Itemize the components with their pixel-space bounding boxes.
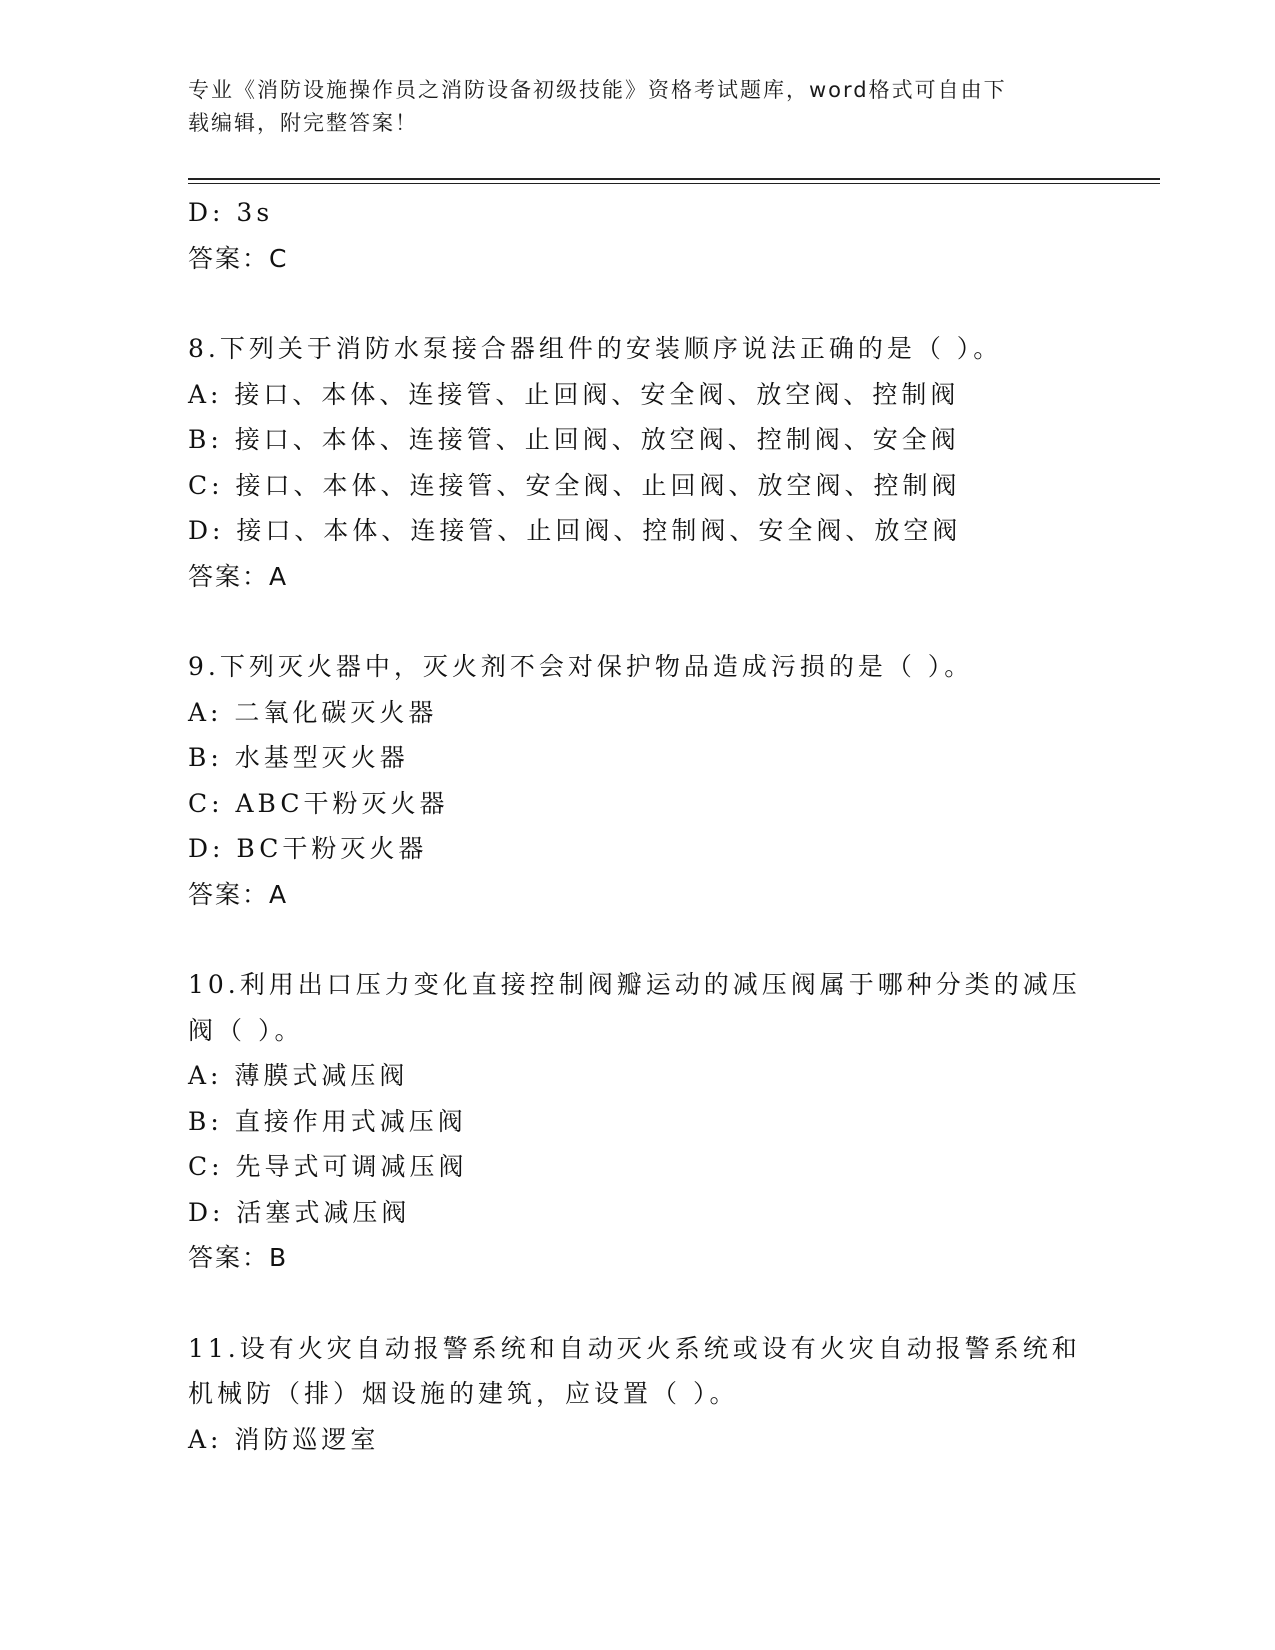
question-stem: 9.下列灭火器中，灭火剂不会对保护物品造成污损的是（ ）。 — [188, 652, 974, 681]
previous-option-d: D: 3s — [188, 198, 274, 227]
question-stem-line-1: 11.设有火灾自动报警系统和自动灭火系统或设有火灾自动报警系统和 — [188, 1333, 1081, 1363]
question-stem: 8.下列关于消防水泵接合器组件的安装顺序说法正确的是（ ）。 — [188, 334, 1003, 363]
option-b: B: 水基型灭火器 — [188, 743, 409, 772]
option-b: B: 接口、本体、连接管、止回阀、放空阀、控制阀、安全阀 — [188, 425, 960, 454]
header-divider-thick — [188, 178, 1160, 180]
option-d: D: BC干粉灭火器 — [188, 834, 428, 863]
answer: 答案：B — [188, 1243, 289, 1272]
answer: 答案：A — [188, 561, 289, 591]
question-9 — [188, 644, 1148, 917]
question-stem-line-2: 阀（ ）。 — [188, 1015, 304, 1045]
header-line-1: 专业《消防设施操作员之消防设备初级技能》资格考试题库，word格式可自由下 — [188, 78, 1007, 102]
question-stem-line-1: 10.利用出口压力变化直接控制阀瓣运动的减压阀属于哪种分类的减压 — [188, 970, 1081, 999]
spacer — [188, 1281, 1148, 1326]
header-line-2: 载编辑，附完整答案！ — [188, 111, 418, 135]
spacer — [188, 599, 1148, 644]
previous-answer: 答案：C — [188, 243, 289, 273]
option-c: C: ABC干粉灭火器 — [188, 788, 449, 818]
spacer — [188, 281, 1148, 326]
question-11 — [188, 1326, 1148, 1463]
document-header — [188, 74, 1088, 140]
option-a: A: 接口、本体、连接管、止回阀、安全阀、放空阀、控制阀 — [188, 379, 960, 409]
question-content — [188, 190, 1148, 1462]
option-d: D: 接口、本体、连接管、止回阀、控制阀、安全阀、放空阀 — [188, 516, 962, 545]
option-c: C: 接口、本体、连接管、安全阀、止回阀、放空阀、控制阀 — [188, 470, 961, 500]
answer: 答案：A — [188, 879, 289, 909]
question-stem-line-2: 机械防（排）烟设施的建筑，应设置（ ）。 — [188, 1379, 739, 1408]
option-c: C: 先导式可调减压阀 — [188, 1152, 468, 1181]
spacer — [188, 917, 1148, 962]
question-8 — [188, 326, 1148, 599]
question-10 — [188, 962, 1148, 1281]
header-divider-thin — [188, 183, 1160, 184]
option-d: D: 活塞式减压阀 — [188, 1197, 411, 1227]
option-b: B: 直接作用式减压阀 — [188, 1106, 467, 1136]
option-a: A: 薄膜式减压阀 — [188, 1061, 409, 1090]
option-a: A: 消防巡逻室 — [188, 1424, 380, 1454]
option-a: A: 二氧化碳灭火器 — [188, 697, 438, 727]
